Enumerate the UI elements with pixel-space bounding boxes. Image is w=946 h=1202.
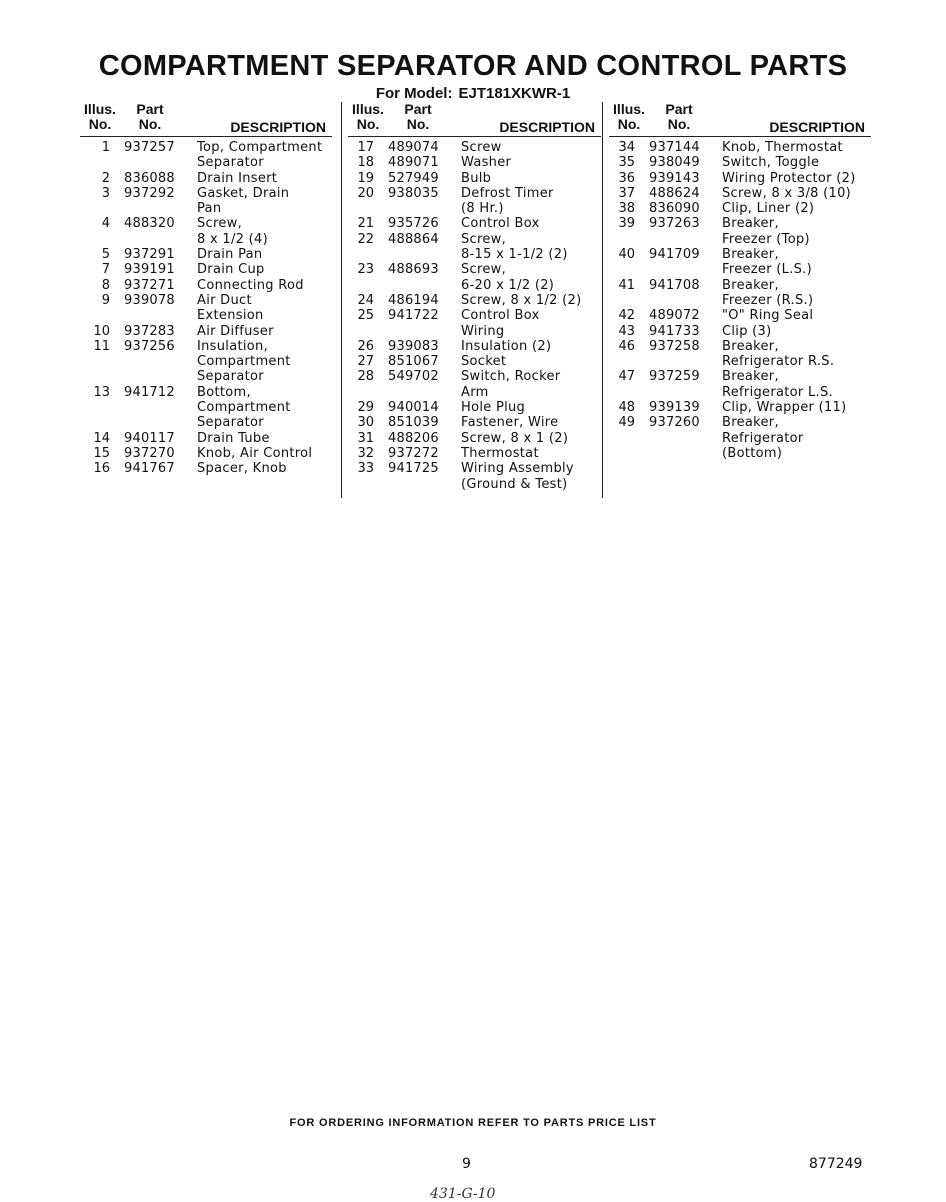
part-description bbox=[461, 186, 601, 217]
part-no: 939143 bbox=[649, 170, 700, 186]
description-line: Insulation, bbox=[197, 338, 268, 354]
illus-no: 8 bbox=[101, 277, 110, 293]
description-line: 8 x 1/2 (4) bbox=[197, 231, 268, 247]
illus-no: 37 bbox=[618, 185, 635, 201]
description-line: (Bottom) bbox=[722, 445, 783, 461]
description-line: Drain Tube bbox=[197, 430, 270, 446]
parts-row bbox=[348, 155, 601, 170]
description-line: Washer bbox=[461, 155, 512, 171]
description-line: (8 Hr.) bbox=[461, 201, 504, 217]
description-line: "O" Ring Seal bbox=[722, 308, 814, 324]
parts-row bbox=[80, 324, 332, 339]
description-line: 6-20 x 1/2 (2) bbox=[461, 277, 555, 293]
illus-no: 32 bbox=[357, 445, 374, 461]
part-description bbox=[722, 140, 871, 155]
part-description bbox=[197, 247, 332, 262]
description-line: Breaker, bbox=[722, 338, 779, 354]
part-no: 941725 bbox=[388, 461, 439, 477]
part-no: 486194 bbox=[388, 292, 439, 308]
part-no: 527949 bbox=[388, 170, 439, 186]
part-description bbox=[197, 186, 332, 217]
illus-no-header: Illus. No. bbox=[352, 101, 384, 132]
parts-row bbox=[609, 415, 871, 461]
illus-no: 26 bbox=[357, 338, 374, 354]
part-no: 937272 bbox=[388, 445, 439, 461]
part-description bbox=[197, 140, 332, 171]
description-line: 8-15 x 1-1/2 (2) bbox=[461, 247, 568, 263]
illus-no: 2 bbox=[101, 170, 110, 186]
parts-row bbox=[609, 324, 871, 339]
part-description bbox=[197, 431, 332, 446]
illus-no: 34 bbox=[618, 140, 635, 155]
illus-no: 14 bbox=[93, 430, 110, 446]
illus-no: 13 bbox=[93, 384, 110, 400]
description-line: Switch, Toggle bbox=[722, 155, 820, 171]
part-no: 939078 bbox=[124, 292, 175, 308]
part-no: 939191 bbox=[124, 262, 175, 278]
parts-row bbox=[80, 216, 332, 247]
illus-no: 30 bbox=[357, 415, 374, 431]
description-line: Pan bbox=[197, 201, 222, 217]
illus-no: 9 bbox=[101, 292, 110, 308]
parts-row bbox=[348, 354, 601, 369]
description-line: Compartment bbox=[197, 354, 291, 370]
model-number: EJT181XKWR-1 bbox=[458, 85, 571, 102]
part-description bbox=[722, 278, 871, 309]
part-no: 937291 bbox=[124, 247, 175, 263]
parts-row bbox=[80, 446, 332, 461]
description-line: Freezer (Top) bbox=[722, 231, 810, 247]
part-no: 941767 bbox=[124, 461, 175, 477]
illus-no: 38 bbox=[618, 201, 635, 217]
part-no-header: Part No. bbox=[665, 101, 693, 132]
part-description bbox=[722, 171, 871, 186]
illus-no-header: Illus. No. bbox=[84, 101, 116, 132]
illus-no: 15 bbox=[93, 445, 110, 461]
part-description bbox=[197, 446, 332, 461]
part-no: 940117 bbox=[124, 430, 175, 446]
description-line: Extension bbox=[197, 308, 264, 324]
illus-no: 24 bbox=[357, 292, 374, 308]
part-description bbox=[722, 308, 871, 323]
description-line: Screw, 8 x 1/2 (2) bbox=[461, 292, 582, 308]
parts-column-3 bbox=[602, 102, 871, 498]
illus-no: 49 bbox=[618, 415, 635, 431]
description-line: Breaker, bbox=[722, 277, 779, 293]
part-description bbox=[461, 262, 601, 293]
description-line: Breaker, bbox=[722, 369, 779, 385]
illus-no: 1 bbox=[101, 140, 110, 155]
illus-no: 41 bbox=[618, 277, 635, 293]
part-description bbox=[461, 308, 601, 339]
part-description bbox=[461, 140, 601, 155]
part-no: 851067 bbox=[388, 354, 439, 370]
illus-no: 23 bbox=[357, 262, 374, 278]
description-line: Drain Insert bbox=[197, 170, 278, 186]
part-description bbox=[461, 354, 601, 369]
part-no: 489072 bbox=[649, 308, 700, 324]
part-description bbox=[197, 385, 332, 431]
column-header bbox=[348, 102, 601, 137]
description-line: Refrigerator R.S. bbox=[722, 354, 835, 370]
description-line: Separator bbox=[197, 415, 264, 431]
description-line: Top, Compartment bbox=[197, 140, 323, 155]
parts-rows bbox=[80, 137, 332, 477]
parts-row bbox=[609, 247, 871, 278]
part-description bbox=[197, 461, 332, 476]
parts-rows bbox=[348, 137, 601, 492]
parts-row bbox=[348, 186, 601, 217]
part-no: 941708 bbox=[649, 277, 700, 293]
part-no: 937259 bbox=[649, 369, 700, 385]
part-no: 488693 bbox=[388, 262, 439, 278]
parts-row bbox=[80, 431, 332, 446]
part-description bbox=[461, 369, 601, 400]
description-line: (Ground & Test) bbox=[461, 476, 568, 492]
parts-row bbox=[348, 308, 601, 339]
part-description bbox=[461, 216, 601, 231]
ordering-note: FOR ORDERING INFORMATION REFER TO PARTS PRICE LIST bbox=[289, 1117, 657, 1129]
part-no: 941712 bbox=[124, 384, 175, 400]
parts-row bbox=[609, 339, 871, 370]
description-line: Refrigerator L.S. bbox=[722, 384, 833, 400]
part-description bbox=[461, 400, 601, 415]
parts-row bbox=[348, 446, 601, 461]
description-line: Air Duct bbox=[197, 292, 252, 308]
part-description bbox=[197, 339, 332, 385]
description-line: Bottom, bbox=[197, 384, 251, 400]
column-header bbox=[80, 102, 332, 137]
illus-no: 29 bbox=[357, 400, 374, 416]
parts-row bbox=[80, 140, 332, 171]
illus-no: 27 bbox=[357, 354, 374, 370]
description-line: Defrost Timer bbox=[461, 185, 554, 201]
part-no: 836088 bbox=[124, 170, 175, 186]
description-line: Separator bbox=[197, 369, 264, 385]
description-line: Refrigerator bbox=[722, 430, 804, 446]
illus-no: 35 bbox=[618, 155, 635, 171]
parts-row bbox=[609, 155, 871, 170]
part-description bbox=[197, 216, 332, 247]
description-line: Separator bbox=[197, 155, 264, 171]
model-label: For Model: bbox=[375, 85, 453, 102]
part-no: 937256 bbox=[124, 338, 175, 354]
illus-no: 11 bbox=[93, 338, 110, 354]
description-line: Knob, Thermostat bbox=[722, 140, 843, 155]
parts-column-2 bbox=[341, 102, 601, 498]
part-no: 941722 bbox=[388, 308, 439, 324]
description-line: Screw, 8 x 1 (2) bbox=[461, 430, 569, 446]
parts-row bbox=[609, 201, 871, 216]
part-description bbox=[197, 171, 332, 186]
description-line: Gasket, Drain bbox=[197, 185, 290, 201]
model-line bbox=[0, 85, 946, 102]
part-description bbox=[197, 278, 332, 293]
part-no: 489071 bbox=[388, 155, 439, 171]
illus-no: 21 bbox=[357, 216, 374, 232]
illus-no: 47 bbox=[618, 369, 635, 385]
description-line: Screw, bbox=[461, 262, 507, 278]
parts-row bbox=[609, 140, 871, 155]
illus-no: 19 bbox=[357, 170, 374, 186]
part-description bbox=[722, 201, 871, 216]
parts-row bbox=[609, 278, 871, 309]
illus-no: 28 bbox=[357, 369, 374, 385]
part-no: 935726 bbox=[388, 216, 439, 232]
parts-row bbox=[348, 232, 601, 263]
illus-no: 33 bbox=[357, 461, 374, 477]
parts-column-1 bbox=[80, 102, 332, 477]
part-description bbox=[461, 171, 601, 186]
part-no: 941733 bbox=[649, 323, 700, 339]
illus-no: 17 bbox=[357, 140, 374, 155]
part-no: 941709 bbox=[649, 247, 700, 263]
part-no: 938035 bbox=[388, 185, 439, 201]
illus-no: 46 bbox=[618, 338, 635, 354]
illus-no: 39 bbox=[618, 216, 635, 232]
parts-row bbox=[348, 216, 601, 231]
part-description bbox=[722, 415, 871, 461]
part-description bbox=[197, 262, 332, 277]
illus-no: 4 bbox=[101, 216, 110, 232]
description-line: Freezer (R.S.) bbox=[722, 292, 814, 308]
description-line: Socket bbox=[461, 354, 507, 370]
parts-row bbox=[80, 293, 332, 324]
description-line: Wiring Assembly bbox=[461, 461, 574, 477]
part-no: 937260 bbox=[649, 415, 700, 431]
parts-row bbox=[348, 431, 601, 446]
description-line: Wiring bbox=[461, 323, 505, 339]
part-description bbox=[461, 446, 601, 461]
illus-no: 7 bbox=[101, 262, 110, 278]
description-line: Clip (3) bbox=[722, 323, 772, 339]
description-line: Spacer, Knob bbox=[197, 461, 287, 477]
parts-row bbox=[348, 293, 601, 308]
parts-row bbox=[609, 171, 871, 186]
illus-no: 20 bbox=[357, 185, 374, 201]
part-description bbox=[197, 293, 332, 324]
part-description bbox=[461, 415, 601, 430]
parts-row bbox=[348, 140, 601, 155]
illus-no: 42 bbox=[618, 308, 635, 324]
description-line: Wiring Protector (2) bbox=[722, 170, 856, 186]
illus-no: 31 bbox=[357, 430, 374, 446]
illus-no: 48 bbox=[618, 400, 635, 416]
illus-no: 3 bbox=[101, 185, 110, 201]
description-line: Freezer (L.S.) bbox=[722, 262, 812, 278]
parts-row bbox=[80, 171, 332, 186]
part-no: 836090 bbox=[649, 201, 700, 217]
illus-no: 25 bbox=[357, 308, 374, 324]
parts-row bbox=[609, 400, 871, 415]
parts-row bbox=[348, 415, 601, 430]
description-line: Breaker, bbox=[722, 216, 779, 232]
part-no: 488864 bbox=[388, 231, 439, 247]
description-line: Switch, Rocker bbox=[461, 369, 561, 385]
parts-row bbox=[348, 262, 601, 293]
description-line: Screw, bbox=[197, 216, 243, 232]
illus-no: 18 bbox=[357, 155, 374, 171]
part-no: 939139 bbox=[649, 400, 700, 416]
illus-no: 43 bbox=[618, 323, 635, 339]
illus-no: 16 bbox=[93, 461, 110, 477]
part-description bbox=[722, 339, 871, 370]
part-no: 488206 bbox=[388, 430, 439, 446]
parts-row bbox=[80, 339, 332, 385]
description-header: DESCRIPTION bbox=[499, 119, 595, 135]
part-no: 937258 bbox=[649, 338, 700, 354]
parts-row bbox=[80, 262, 332, 277]
description-line: Breaker, bbox=[722, 415, 779, 431]
description-header: DESCRIPTION bbox=[230, 119, 326, 135]
description-line: Screw, bbox=[461, 231, 507, 247]
parts-row bbox=[348, 339, 601, 354]
parts-row bbox=[80, 461, 332, 476]
part-description bbox=[461, 155, 601, 170]
description-line: Screw, 8 x 3/8 (10) bbox=[722, 185, 852, 201]
description-line: Arm bbox=[461, 384, 489, 400]
part-description bbox=[197, 324, 332, 339]
part-description bbox=[722, 369, 871, 400]
part-no: 940014 bbox=[388, 400, 439, 416]
part-description bbox=[722, 324, 871, 339]
page-number: 9 bbox=[462, 1156, 471, 1172]
description-line: Bulb bbox=[461, 170, 492, 186]
illus-no: 5 bbox=[101, 247, 110, 263]
part-no: 937144 bbox=[649, 140, 700, 155]
part-no-header: Part No. bbox=[404, 101, 432, 132]
description-line: Thermostat bbox=[461, 445, 539, 461]
description-line: Clip, Wrapper (11) bbox=[722, 400, 847, 416]
part-description bbox=[461, 461, 601, 492]
parts-row bbox=[609, 186, 871, 201]
parts-row bbox=[80, 247, 332, 262]
part-description bbox=[722, 186, 871, 201]
description-line: Connecting Rod bbox=[197, 277, 304, 293]
description-line: Hole Plug bbox=[461, 400, 526, 416]
part-description bbox=[722, 247, 871, 278]
description-line: Drain Cup bbox=[197, 262, 265, 278]
parts-row bbox=[80, 278, 332, 293]
illus-no: 10 bbox=[93, 323, 110, 339]
parts-row bbox=[348, 461, 601, 492]
part-description bbox=[461, 339, 601, 354]
description-line: Fastener, Wire bbox=[461, 415, 559, 431]
document-number: 877249 bbox=[809, 1156, 863, 1172]
parts-row bbox=[80, 385, 332, 431]
illus-no-header: Illus. No. bbox=[613, 101, 645, 132]
part-description bbox=[461, 232, 601, 263]
part-no: 549702 bbox=[388, 369, 439, 385]
part-no-header: Part No. bbox=[136, 101, 164, 132]
part-no: 938049 bbox=[649, 155, 700, 171]
parts-row bbox=[609, 308, 871, 323]
part-description bbox=[722, 216, 871, 247]
parts-row bbox=[348, 369, 601, 400]
part-no: 937270 bbox=[124, 445, 175, 461]
part-no: 937263 bbox=[649, 216, 700, 232]
part-no: 937271 bbox=[124, 277, 175, 293]
part-no: 939083 bbox=[388, 338, 439, 354]
part-description bbox=[461, 293, 601, 308]
illus-no: 22 bbox=[357, 231, 374, 247]
parts-rows bbox=[609, 137, 871, 461]
part-no: 489074 bbox=[388, 140, 439, 155]
parts-row bbox=[348, 171, 601, 186]
description-line: Control Box bbox=[461, 216, 540, 232]
description-line: Compartment bbox=[197, 400, 291, 416]
parts-row bbox=[348, 400, 601, 415]
parts-row bbox=[609, 216, 871, 247]
column-header bbox=[609, 102, 871, 137]
part-no: 937292 bbox=[124, 185, 175, 201]
parts-row bbox=[80, 186, 332, 217]
description-header: DESCRIPTION bbox=[769, 119, 865, 135]
description-line: Control Box bbox=[461, 308, 540, 324]
part-no: 937257 bbox=[124, 140, 175, 155]
page-title: COMPARTMENT SEPARATOR AND CONTROL PARTS bbox=[98, 50, 848, 82]
part-no: 937283 bbox=[124, 323, 175, 339]
part-no: 488320 bbox=[124, 216, 175, 232]
description-line: Knob, Air Control bbox=[197, 445, 313, 461]
part-description bbox=[722, 400, 871, 415]
description-line: Insulation (2) bbox=[461, 338, 552, 354]
part-description bbox=[461, 431, 601, 446]
part-no: 851039 bbox=[388, 415, 439, 431]
description-line: Breaker, bbox=[722, 247, 779, 263]
illus-no: 36 bbox=[618, 170, 635, 186]
part-no: 488624 bbox=[649, 185, 700, 201]
description-line: Clip, Liner (2) bbox=[722, 201, 815, 217]
description-line: Drain Pan bbox=[197, 247, 263, 263]
parts-row bbox=[609, 369, 871, 400]
part-description bbox=[722, 155, 871, 170]
description-line: Screw bbox=[461, 140, 502, 155]
handwritten-note: 431-G-10 bbox=[430, 1186, 496, 1202]
description-line: Air Diffuser bbox=[197, 323, 274, 339]
illus-no: 40 bbox=[618, 247, 635, 263]
